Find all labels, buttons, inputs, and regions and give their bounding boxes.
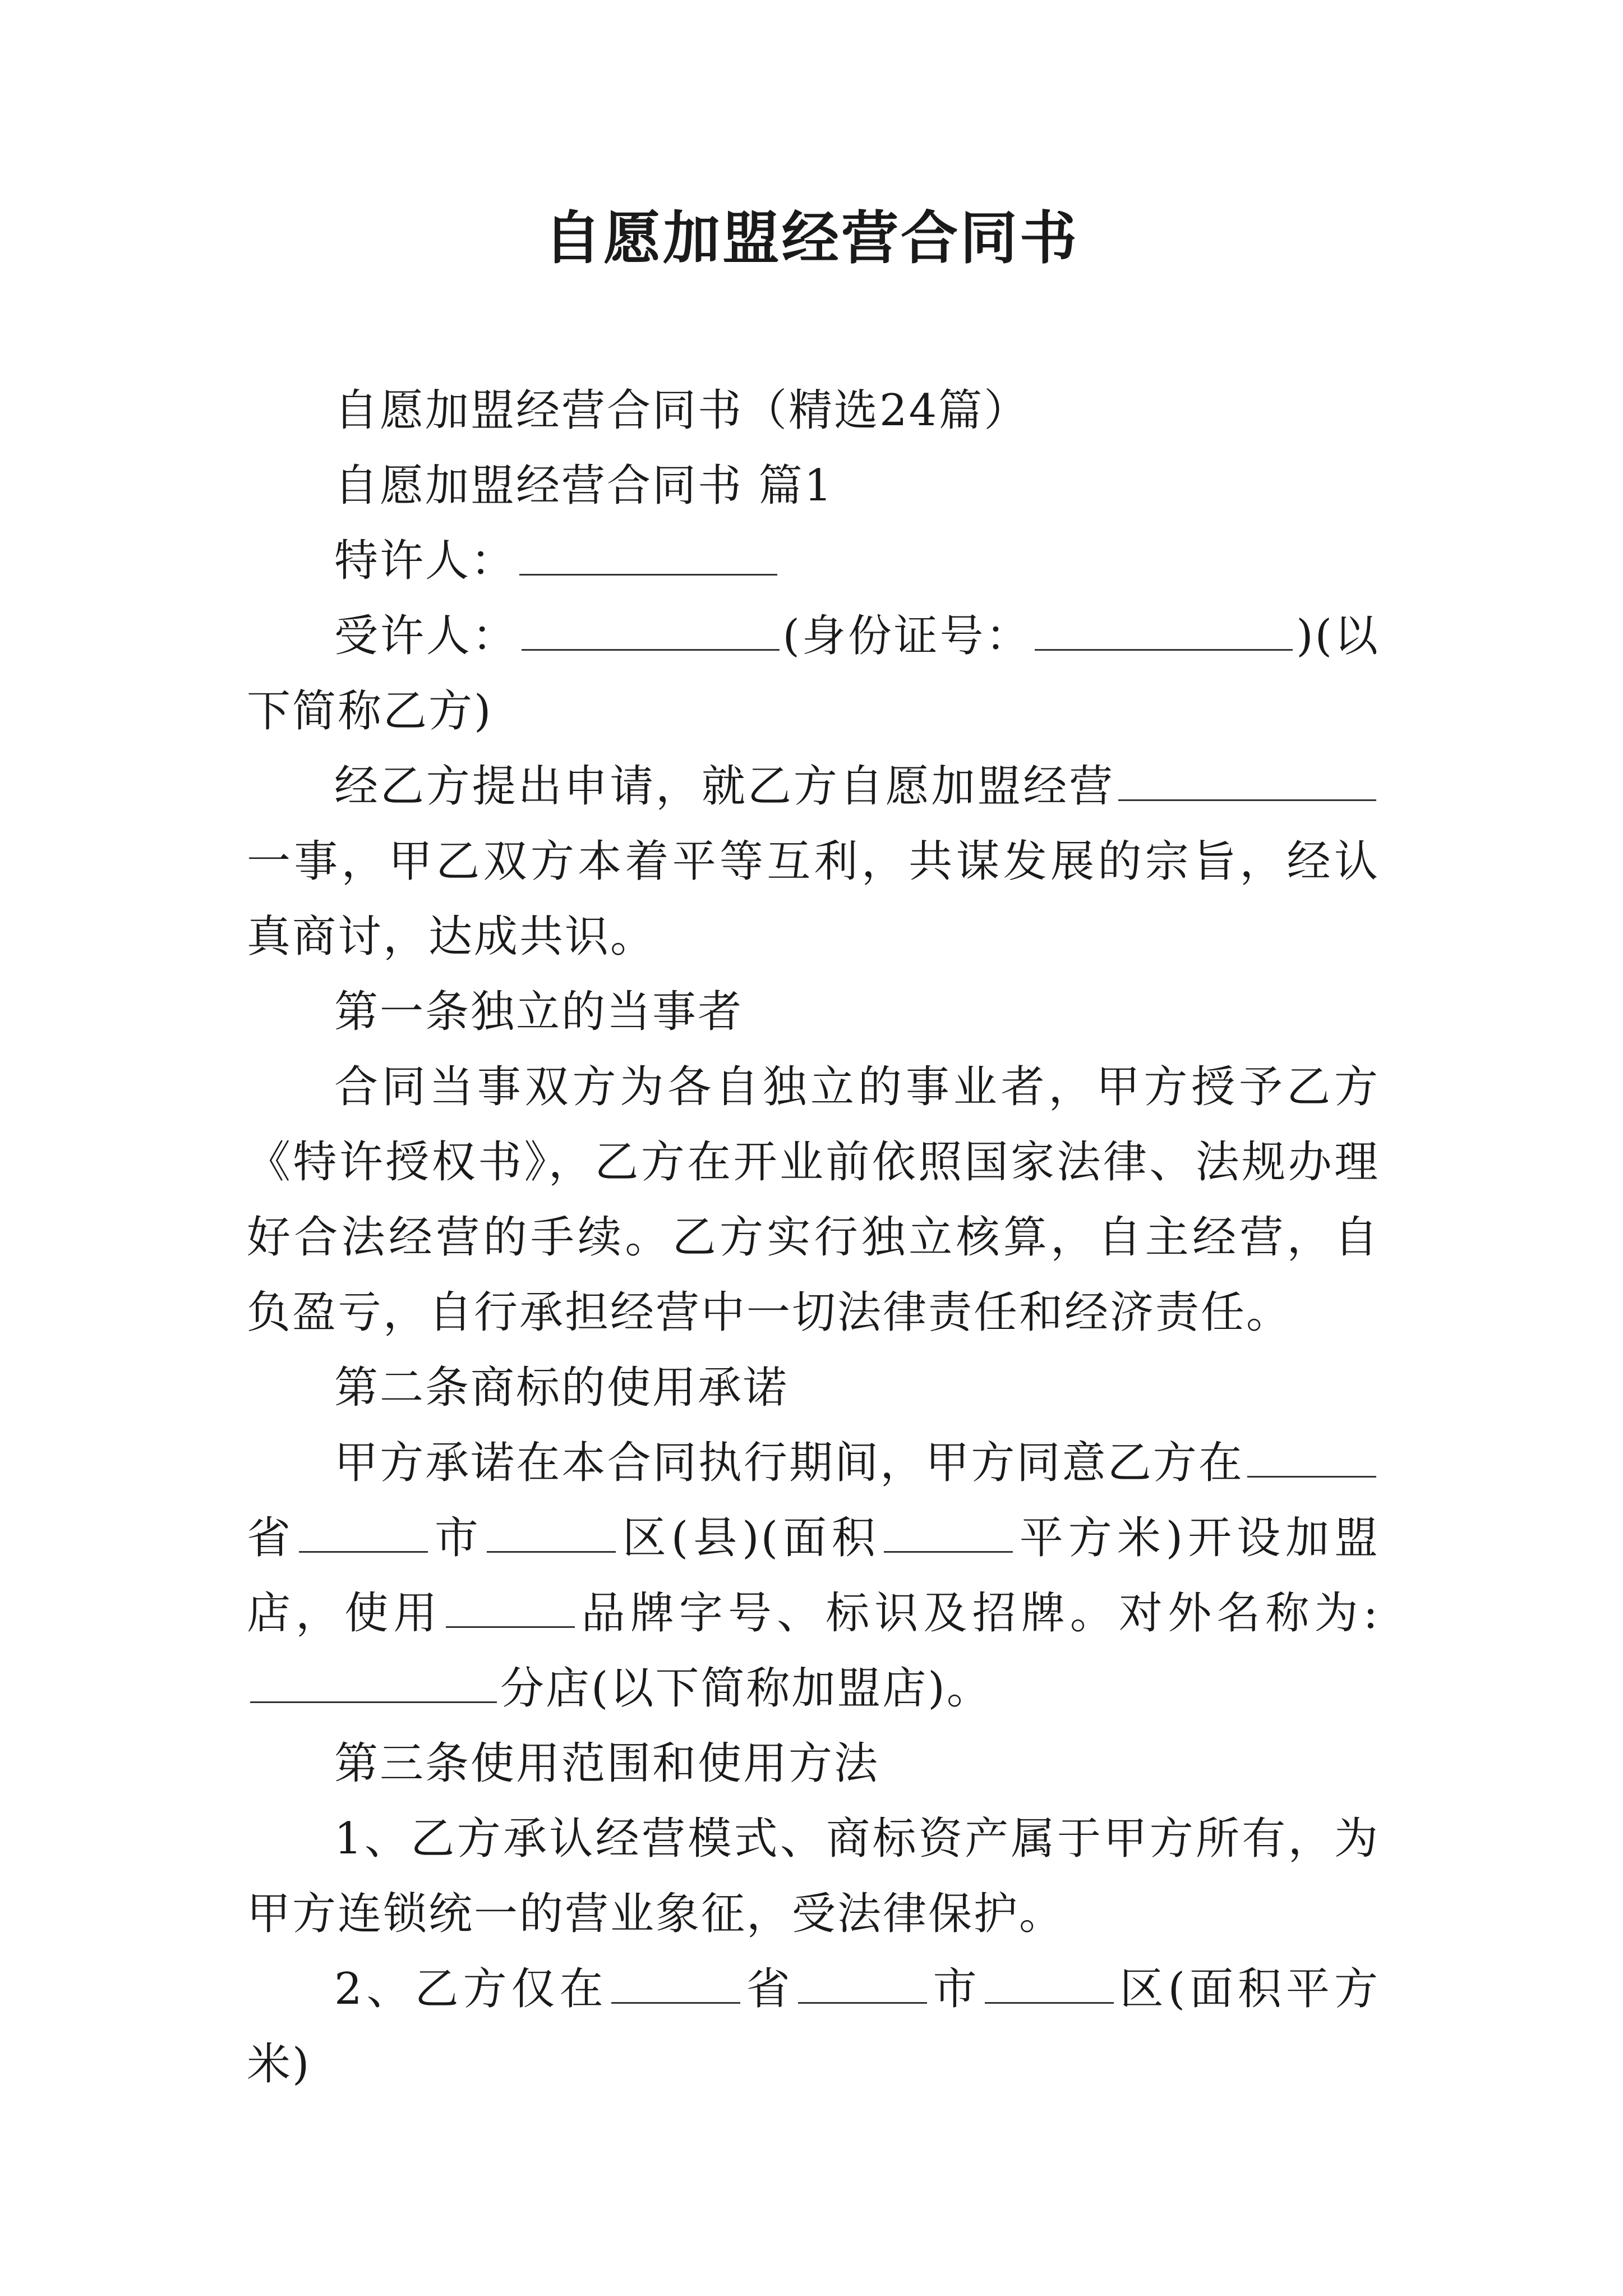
article3-item2: 2、乙方仅在 省 市 区(面积平方米): [247, 1952, 1380, 2102]
document-title: 自愿加盟经营合同书: [544, 205, 1079, 272]
province-blank: [1247, 1432, 1376, 1478]
article2-heading: 第二条商标的使用承诺: [334, 1363, 789, 1413]
franchisee-line: 受许人： (身份证号： )(以下简称乙方): [247, 599, 1380, 749]
store-name-blank: [250, 1658, 497, 1703]
article2-paragraph: 甲方承诺在本合同执行期间，甲方同意乙方在省 市 区(县)(面积 平方米)开设加盟店，使用 品牌字号、标识及招牌。对外名称为:分店(以下简称加盟店)。: [247, 1425, 1380, 1726]
item2-city-blank: [798, 1958, 927, 2004]
section-heading: 自愿加盟经营合同书 篇1: [334, 461, 834, 511]
intro-paragraph: 经乙方提出申请，就乙方自愿加盟经营一事，甲乙双方本着平等互利，共谋发展的宗旨，经认真商讨，达成共识。: [247, 749, 1380, 974]
franchisor-blank: [519, 530, 777, 576]
article1-heading: 第一条独立的当事者: [334, 987, 744, 1037]
article3-heading: 第三条使用范围和使用方法: [334, 1738, 880, 1789]
item2-province-blank: [611, 1958, 740, 2004]
district-blank: [487, 1507, 616, 1553]
franchisee-name-blank: [522, 605, 780, 651]
area-blank: [884, 1507, 1013, 1553]
article1-paragraph: 合同当事双方为各自独立的事业者，甲方授予乙方《特许授权书》，乙方在开业前依照国家法律、法规办理好合法经营的手续。乙方实行独立核算，自主经营，自负盈亏，自行承担经营中一切法律责任和经济责任。: [247, 1062, 1380, 1338]
item2-district-blank: [985, 1958, 1114, 2004]
article3-item1: 1、乙方承认经营模式、商标资产属于甲方所有，为甲方连锁统一的营业象征，受法律保护。: [247, 1814, 1380, 1939]
city-blank: [299, 1507, 428, 1553]
business-blank: [1118, 756, 1376, 801]
id-number-blank: [1035, 605, 1293, 651]
franchisor-line: 特许人：: [247, 523, 1380, 599]
document-subtitle: 自愿加盟经营合同书（精选24篇）: [334, 385, 1030, 436]
document-body: [247, 373, 1380, 2102]
brand-blank: [446, 1582, 575, 1628]
